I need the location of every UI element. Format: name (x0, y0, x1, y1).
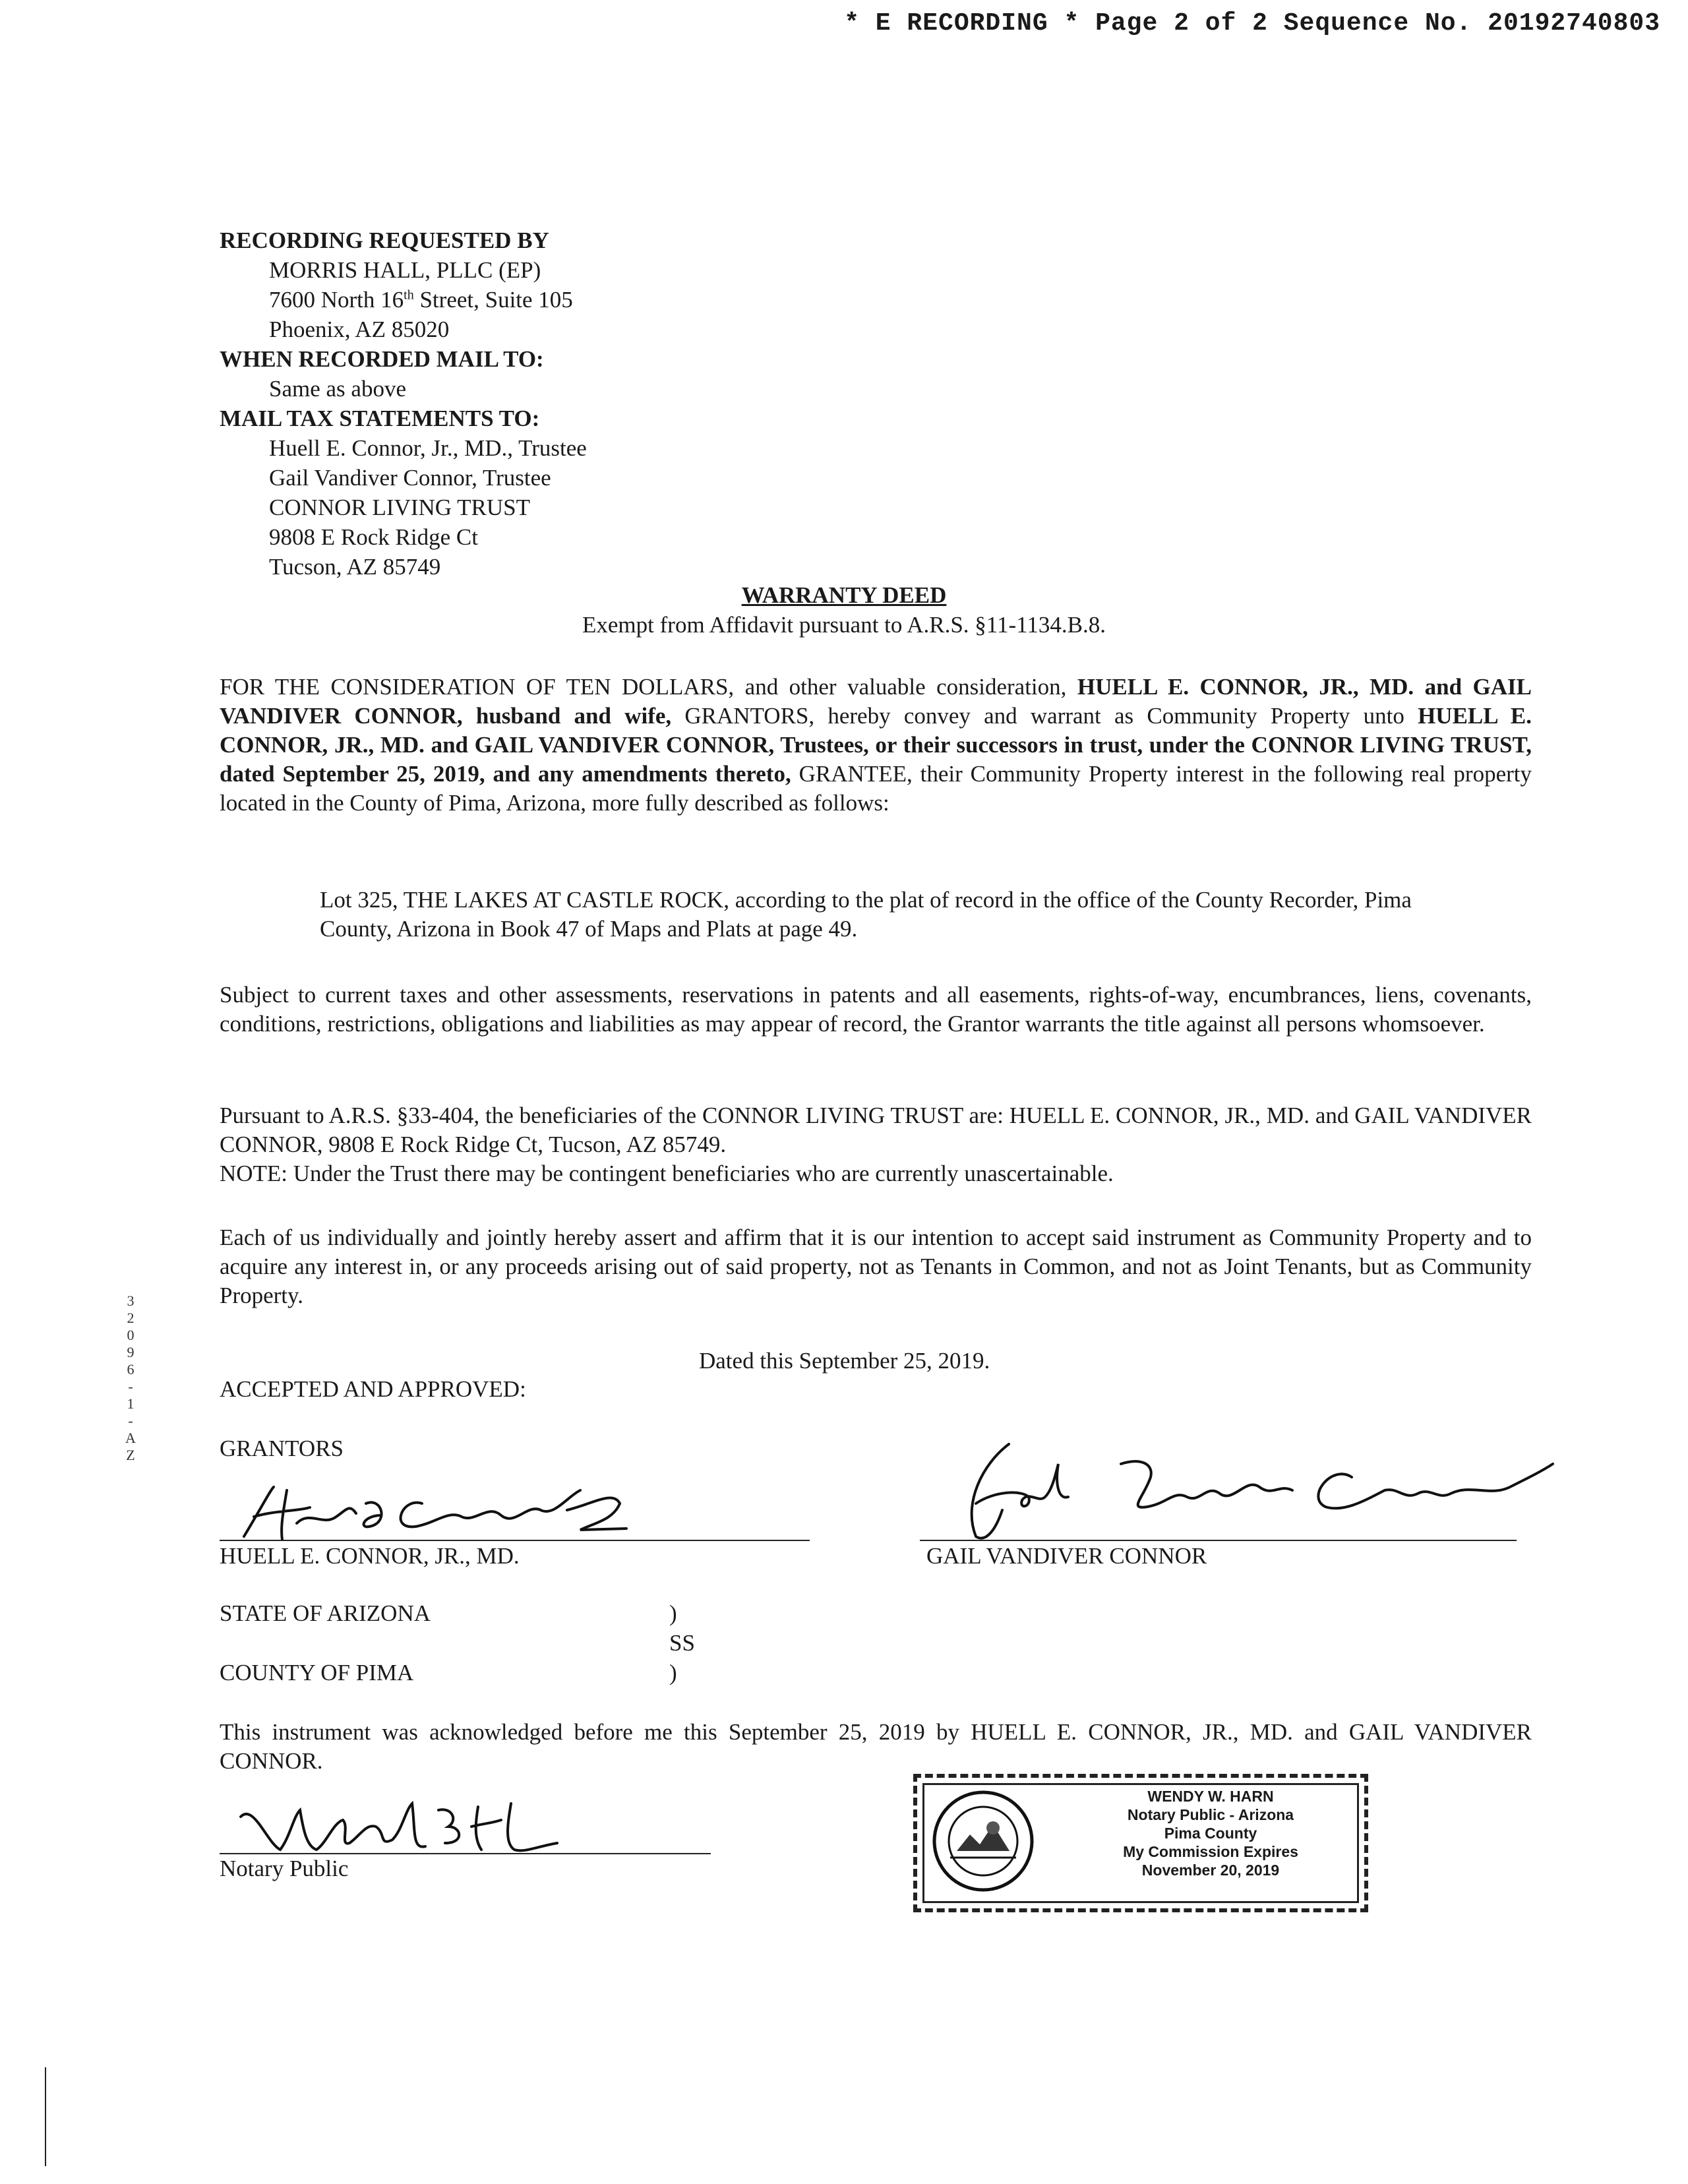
side-id-char: 3 (127, 1292, 135, 1309)
side-id-char: 2 (127, 1310, 135, 1326)
requested-address-pre: 7600 North 16 (269, 287, 404, 313)
huell-signature (224, 1464, 659, 1550)
stamp-name: WENDY W. HARN (1147, 1788, 1274, 1805)
grantors-label: GRANTORS (220, 1436, 344, 1461)
gail-signature-line (920, 1540, 1517, 1541)
stamp-expires-date: November 20, 2019 (1141, 1862, 1280, 1879)
notary-stamp-text (1079, 1787, 1342, 1879)
p1-text-c: GRANTORS, hereby convey and warrant as Community Property unto (671, 703, 1418, 729)
huell-name: HUELL E. CONNOR, JR., MD. (220, 1543, 520, 1569)
mail-tax-line: Gail Vandiver Connor, Trustee (269, 465, 551, 491)
requested-firm: MORRIS HALL, PLLC (EP) (269, 257, 541, 283)
gail-signature (923, 1424, 1556, 1550)
affirmation-paragraph: Each of us individually and jointly hereby assert and affirm that it is our intention to accept said instrument as Community Property and to acquire any interest in, or any proceeds arising out of said property, not as Tenants in Common, and not as Joint Tenants, but as Community Property. (220, 1225, 1532, 1308)
document-subtitle: Exempt from Affidavit pursuant to A.R.S. §11-1134.B.8. (582, 612, 1106, 638)
recording-info-block (220, 226, 587, 582)
beneficiaries-paragraph: Pursuant to A.R.S. §33-404, the beneficiaries of the CONNOR LIVING TRUST are: HUELL E. CONNOR, JR., MD. and GAIL VANDIVER CONNOR, 9808 E Rock Ridge Ct, Tucson, AZ 85749. (220, 1103, 1532, 1157)
side-id-char: 9 (127, 1344, 135, 1360)
side-identifier (124, 1292, 137, 1464)
p1-text-e: GRANTEE, their Community Property interest in the following real property located in the County of Pima, Arizona, more fully described as follows: (220, 761, 1532, 816)
side-id-char: Z (126, 1447, 135, 1463)
mail-tax-label: MAIL TAX STATEMENTS TO: (220, 406, 540, 431)
note-paragraph: NOTE: Under the Trust there may be contingent beneficiaries who are currently unascertainable. (220, 1161, 1114, 1186)
document-title: WARRANTY DEED (741, 582, 947, 608)
venue-ss: SS (669, 1630, 695, 1656)
mail-tax-line: CONNOR LIVING TRUST (269, 495, 531, 520)
scan-margin-line (45, 2067, 46, 2166)
legal-description: Lot 325, THE LAKES AT CASTLE ROCK, according to the plat of record in the office of the County Recorder, Pima County, Arizona in Book 47 of Maps and Plats at page 49. (320, 887, 1412, 942)
recording-requested-label: RECORDING REQUESTED BY (220, 228, 549, 253)
side-id-char: 1 (127, 1395, 135, 1412)
notary-public-label: Notary Public (220, 1856, 349, 1881)
consideration-paragraph (220, 673, 1532, 818)
mail-tax-line: Tucson, AZ 85749 (269, 554, 441, 580)
venue-paren-open: ) (669, 1600, 677, 1626)
requested-city: Phoenix, AZ 85020 (269, 317, 450, 342)
acknowledgment-paragraph: This instrument was acknowledged before me this September 25, 2019 by HUELL E. CONNOR, JR., MD. and GAIL VANDIVER CONNOR. (220, 1719, 1532, 1774)
venue-paren-close: ) (669, 1660, 677, 1685)
p1-grantors: HUELL E. CONNOR, JR., MD. and GAIL VANDIVER CONNOR, husband and wife, (220, 674, 1532, 729)
side-id-char: A (125, 1430, 136, 1446)
p1-grantee: HUELL E. CONNOR, JR., MD. and GAIL VANDIVER CONNOR, Trustees, or their successors in trust, under the CONNOR LIVING TRUST, dated September 25, 2019, and any amendments thereto, (220, 703, 1532, 787)
stamp-county: Pima County (1164, 1825, 1257, 1842)
notary-stamp (913, 1774, 1368, 1912)
when-recorded-label: WHEN RECORDED MAIL TO: (220, 346, 544, 372)
requested-address (220, 285, 587, 315)
notary-signature (227, 1790, 570, 1863)
requested-address-post: Street, Suite 105 (413, 287, 573, 313)
recording-header: * E RECORDING * Page 2 of 2 Sequence No. 20192740803 (844, 9, 1660, 38)
gail-name: GAIL VANDIVER CONNOR (926, 1543, 1207, 1569)
side-id-char: - (128, 1378, 133, 1395)
stamp-title: Notary Public - Arizona (1127, 1806, 1294, 1823)
side-id-char: - (128, 1412, 133, 1429)
arizona-seal-icon (930, 1788, 1036, 1894)
subject-to-paragraph: Subject to current taxes and other assessments, reservations in patents and all easements, rights-of-way, encumbrances, liens, covenants, conditions, restrictions, obligations and liabilities as may appear of record, the Grantor warrants the title against all persons whomsoever. (220, 982, 1532, 1037)
dated-line: Dated this September 25, 2019. (699, 1348, 990, 1374)
mail-tax-line: 9808 E Rock Ridge Ct (269, 524, 478, 550)
stamp-expires-label: My Commission Expires (1123, 1843, 1298, 1860)
mail-tax-line: Huell E. Connor, Jr., MD., Trustee (269, 435, 587, 461)
side-id-char: 6 (127, 1361, 135, 1378)
side-id-char: 0 (127, 1327, 135, 1343)
huell-signature-line (220, 1540, 810, 1541)
when-recorded-value: Same as above (269, 376, 406, 402)
venue-county: COUNTY OF PIMA (220, 1660, 414, 1685)
venue-state: STATE OF ARIZONA (220, 1600, 431, 1626)
accepted-approved: ACCEPTED AND APPROVED: (220, 1376, 526, 1402)
requested-address-sup: th (404, 288, 414, 303)
p1-text-a: FOR THE CONSIDERATION OF TEN DOLLARS, and other valuable consideration, (220, 674, 1077, 700)
